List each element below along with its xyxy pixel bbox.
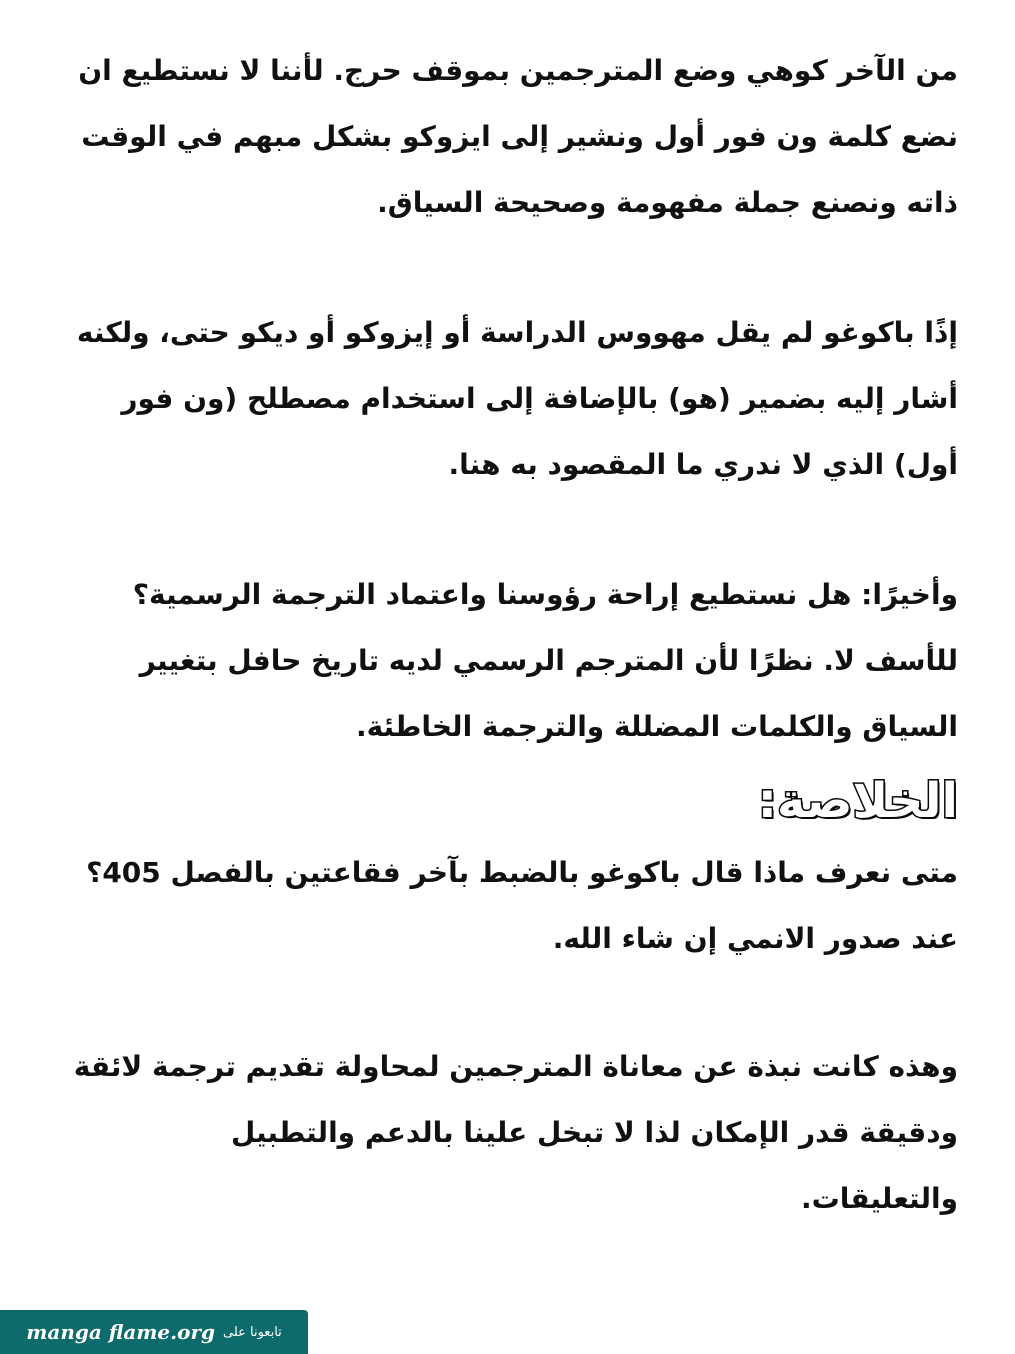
summary-heading: الخلاصة: <box>757 773 958 829</box>
paragraph-2 <box>70 300 958 498</box>
text-line: ذاته ونصنع جملة مفهومة وصحيحة السياق. <box>377 186 958 219</box>
article-body <box>70 38 958 1232</box>
text-line: والتعليقات. <box>800 1182 958 1215</box>
paragraph-4 <box>70 840 958 972</box>
text-line: إذًا باكوغو لم يقل مهووس الدراسة أو إيزوكو أو ديكو حتى، ولكنه <box>76 316 958 349</box>
text-line: من الآخر كوهي وضع المترجمين بموقف حرج. لأننا لا نستطيع ان <box>78 54 958 87</box>
text-line: أول) الذي لا ندري ما المقصود به هنا. <box>448 448 958 481</box>
footer-site-badge[interactable] <box>0 1310 308 1354</box>
text-line: وأخيرًا: هل نستطيع إراحة رؤوسنا واعتماد الترجمة الرسمية؟ <box>132 578 958 611</box>
text-line: متى نعرف ماذا قال باكوغو بالضبط بآخر فقاعتين بالفصل 405؟ <box>86 856 958 889</box>
paragraph-5 <box>70 1034 958 1232</box>
text-line: نضع كلمة ون فور أول ونشير إلى ايزوكو بشكل مبهم في الوقت <box>81 120 958 153</box>
text-line: السياق والكلمات المضللة والترجمة الخاطئة. <box>355 710 958 743</box>
text-line: وهذه كانت نبذة عن معاناة المترجمين لمحاولة تقديم ترجمة لائقة <box>73 1050 958 1083</box>
paragraph-1 <box>70 38 958 236</box>
site-name[interactable]: manga flame.org <box>26 1320 215 1344</box>
paragraph-3 <box>70 562 958 760</box>
text-line: للأسف لا. نظرًا لأن المترجم الرسمي لديه تاريخ حافل بتغيير <box>139 644 958 677</box>
follow-label: تابعونا على <box>222 1324 282 1340</box>
text-line: أشار إليه بضمير (هو) بالإضافة إلى استخدام مصطلح (ون فور <box>121 382 958 415</box>
text-line: عند صدور الانمي إن شاء الله. <box>552 922 958 955</box>
text-line: ودقيقة قدر الإمكان لذا لا تبخل علينا بالدعم والتطبيل <box>231 1116 958 1149</box>
paragraph-spacer <box>70 972 958 1034</box>
paragraph-spacer <box>70 236 958 300</box>
paragraph-spacer <box>70 498 958 562</box>
